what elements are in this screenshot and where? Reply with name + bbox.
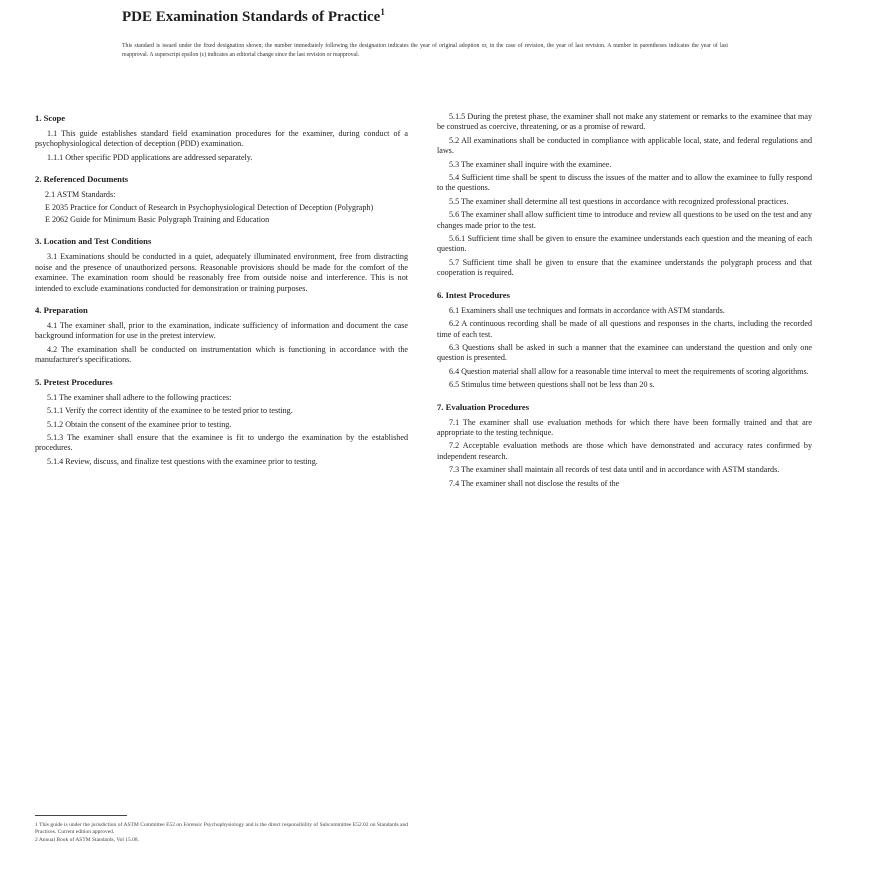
paragraph: 5.5 The examiner shall determine all test questions in accordance with recognized professional practices. [449, 196, 789, 206]
footnote: 1 This guide is under the jurisdiction of ASTM Committee E52 on Forensic Psychophysiology and is the direct responsibility of Subcommittee E52.02 on Standards and Practices. Current edition approved. [35, 822, 408, 835]
section-heading: 2. Referenced Documents [35, 174, 129, 185]
paragraph: 7.4 The examiner shall not disclose the results of the [449, 478, 620, 488]
paragraph: 5.6.1 Sufficient time shall be given to ensure the examinee understands each question and the meaning of each question. [437, 234, 812, 254]
reference-item: E 2035 Practice for Conduct of Research in Psychophysiological Detection of Deception (Polygraph) [45, 202, 374, 212]
document-title [122, 0, 762, 29]
paragraph: 5.4 Sufficient time shall be spent to discuss the issues of the matter and to allow the examinee to fully respond to the questions. [437, 173, 812, 193]
paragraph: 5.2 All examinations shall be conducted in compliance with applicable local, state, and federal regulations and laws. [437, 135, 812, 156]
paragraph: 7.1 The examiner shall use evaluation methods for which there have been formally trained and that are appropriate to the testing technique. [437, 417, 812, 437]
title-footnote-mark: 1 [380, 7, 385, 17]
paragraph: 4.1 The examiner shall, prior to the examination, indicate sufficiency of information and document the case background information for use in the pretest interview. [35, 321, 408, 341]
left-column [35, 112, 408, 470]
footnotes [35, 822, 408, 845]
paragraph: 6.1 Examiners shall use techniques and formats in accordance with ASTM standards. [449, 305, 725, 315]
paragraph: 5.1 The examiner shall adhere to the following practices: [47, 392, 232, 402]
paragraph: 6.5 Stimulus time between questions shall not be less than 20 s. [449, 380, 655, 390]
paragraph: 5.1.5 During the pretest phase, the examiner shall not make any statement or remarks to the examinee that may be construed as coercive, threatening, or as a promise of reward. [437, 112, 812, 132]
paragraph: 6.4 Question material shall allow for a reasonable time interval to meet the requirements of scoring algorithms. [449, 366, 809, 376]
paragraph: 1.1 This guide establishes standard field examination procedures for the examiner, during conduct of a psychophysiological detection of deception (PDD) examination. [35, 129, 408, 149]
footnote: 2 Annual Book of ASTM Standards, Vol 15.08. [35, 837, 139, 843]
section-heading: 7. Evaluation Procedures [437, 401, 530, 412]
section-heading: 5. Pretest Procedures [35, 376, 113, 387]
paragraph: 3.1 Examinations should be conducted in a quiet, adequately illuminated environment, free from distracting noise and the presence of unauthorized persons. Reasonable provisions should be made for the comfort of the examinee. The examination room should be reasonably free from outside noise and interference. This is not intended to exclude examinations conducted for demonstration or training purposes. [35, 252, 408, 293]
paragraph: 7.3 The examiner shall maintain all records of test data until and in accordance with ASTM standards. [449, 465, 780, 475]
reference-item: E 2062 Guide for Minimum Basic Polygraph Training and Education [45, 215, 270, 225]
reference-item: 2.1 ASTM Standards: [45, 190, 116, 200]
paragraph: 5.3 The examiner shall inquire with the examinee. [449, 159, 612, 169]
footnote-divider [35, 815, 127, 816]
paragraph: 5.1.3 The examiner shall ensure that the examinee is fit to undergo the examination by the established procedures. [35, 432, 408, 453]
paragraph: 5.1.4 Review, discuss, and finalize test questions with the examinee prior to testing. [47, 456, 318, 466]
paragraph: 4.2 The examination shall be conducted on instrumentation which is functioning in accordance with the manufacturer's specifications. [35, 344, 408, 365]
paragraph: 5.1.1 Verify the correct identity of the examinee to be tested prior to testing. [47, 406, 293, 416]
section-heading: 6. Intest Procedures [437, 289, 510, 300]
paragraph: 1.1.1 Other specific PDD applications are addressed separately. [47, 152, 253, 162]
section-heading: 3. Location and Test Conditions [35, 236, 152, 247]
paragraph: 6.2 A continuous recording shall be made of all questions and responses in the charts, including the recorded time of each test. [437, 319, 812, 339]
paragraph: 7.2 Acceptable evaluation methods are those which have demonstrated and accuracy rates confirmed by independent research. [437, 441, 812, 461]
paragraph: 5.6 The examiner shall allow sufficient time to introduce and review all questions to be used on the test and any changes made prior to the test. [437, 210, 812, 230]
paragraph: 5.7 Sufficient time shall be given to ensure that the examinee understands the polygraph process and that cooperation is required. [437, 257, 812, 278]
section-heading: 4. Preparation [35, 305, 88, 316]
section-heading: 1. Scope [35, 113, 66, 123]
paragraph: 5.1.2 Obtain the consent of the examinee prior to testing. [47, 419, 232, 429]
title-text: PDE Examination Standards of Practice [122, 9, 381, 25]
paragraph: 6.3 Questions shall be asked in such a manner that the examinee can understand the question and only one question is presented. [437, 342, 812, 363]
right-column [437, 112, 812, 492]
abstract-block: This standard is issued under the fixed designation shown; the number immediately following the designation indicates the year of original adoption or, in the case of revision, the year of last revision. A number in parentheses indicates the year of last reapproval. A superscript epsilon (ε) indicates an editorial change since the last revision or reapproval. [122, 43, 728, 58]
